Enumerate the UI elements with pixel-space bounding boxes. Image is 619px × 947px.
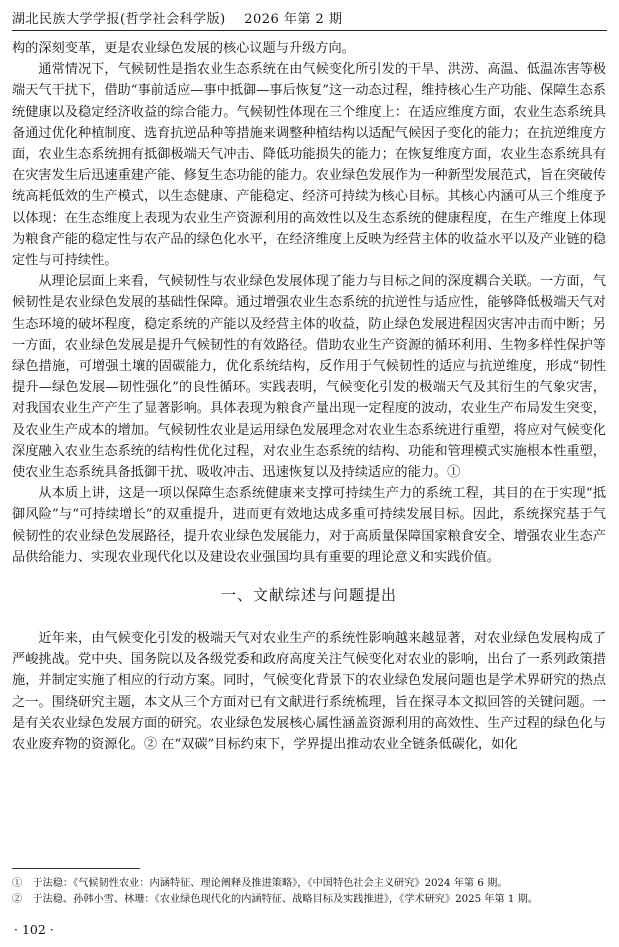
journal-title: 湖北民族大学学报(哲学社会科学版)	[12, 12, 226, 27]
paragraph: 从本质上讲，这是一项以保障生态系统健康来支撑可持续生产力的系统工程，其目的在于实现“抵御风险”与“可持续增长”的双重提升，进而更有效地达成多重可持续发展目标。因此，系统探究基于气候韧性的农业绿色发展路径，提升农业绿色发展能力，对于高质量保障国家粮食安全、增强农业生态产品供给能力、实现农业现代化以及建设农业强国均具有重要的理论意义和实践价值。	[12, 486, 606, 565]
paragraph: 从理论层面上来看，气候韧性与农业绿色发展体现了能力与目标之间的深度耦合关联。一方面，气候韧性是农业绿色发展的基础性保障。通过增强农业生态系统的抗逆性与适应性，能够降低极端天气对生态环境的破坏程度，稳定系统的产能以及经营主体的收益，防止绿色发展进程因灾害冲击而中断；另一方面，农业绿色发展是提升气候韧性的有效路径。借助农业生产资源的循环利用、生物多样性保护等绿色措施，可增强土壤的固碳能力，优化系统结构，反作用于气候韧性的适应与抗逆维度，形成“韧性提升—绿色发展—韧性强化”的良性循环。实践表明，气候变化引发的极端天气及其衍生的气象灾害，对我国农业生产产生了显著影响。具体表现为粮食产量出现一定程度的波动，农业生产布局发生突变，及农业生产成本的增加。气候韧性农业是运用绿色发展理念对农业生态系统进行重塑，将应对气候变化深度融入农业生态系统的结构性优化过程，对农业生态系统的结构、功能和管理模式实施根本性重塑，使农业生态系统具备抵御干扰、吸收冲击、迅速恢复以及持续适应的能力。①	[12, 274, 606, 481]
footnote-divider	[12, 868, 140, 869]
section-heading: 一、文献综述与问题提出	[220, 586, 397, 605]
footnote-1: ① 于法稳：《气候韧性农业：内涵特征、理论阐释及推进策略》，《中国特色社会主义研究》2024 年第 6 期。	[12, 878, 508, 889]
footnote-2: ② 于法稳、孙韩小雪、林珊：《农业绿色现代化的内涵特征、战略目标及实践推进》，《学术研究》2025 年第 1 期。	[12, 894, 539, 905]
article-body	[12, 38, 606, 755]
paragraph: 近年来，由气候变化引发的极端天气对农业生产的系统性影响越来越显著，对农业绿色发展构成了严峻挑战。党中央、国务院以及各级党委和政府高度关注气候变化对农业的影响，出台了一系列政策措施，并制定实施了相应的行动方案。同时，气候变化背景下的农业绿色发展问题也是学术界研究的热点之一。围绕研究主题，本文从三个方面对已有文献进行系统梳理，旨在探寻本文拟回答的关键问题。一是有关农业绿色发展方面的研究。农业绿色发展核心属性涵盖资源利用的高效性、生产过程的绿色化与农业废弃物的资源化。② 在“双碳”目标约束下，学界提出推动农业全链条低碳化，如化	[12, 631, 606, 753]
page-number: · 102 ·	[14, 922, 54, 937]
running-header	[12, 8, 342, 27]
header-divider	[12, 30, 607, 31]
issue-label: 2026 年第 2 期	[244, 12, 343, 27]
paragraph: 通常情况下，气候韧性是指农业生态系统在由气候变化所引发的干旱、洪涝、高温、低温冻害等极端天气干扰下，借助“事前适应—事中抵御—事后恢复”这一动态过程，维持核心生产功能、保障生态系统健康以及稳定经济收益的综合能力。气候韧性体现在三个维度上：在适应维度方面，农业生态系统具备通过优化种植制度、选育抗逆品种等措施来调整种植结构以适配气候因子变化的能力；在抗逆维度方面，农业生态系统拥有抵御极端天气冲击、降低功能损失的能力；在恢复维度方面，农业生态系统具有在灾害发生后迅速重建产能、修复生态功能的能力。农业绿色发展作为一种新型发展范式，旨在突破传统高耗低效的生产模式，以生态健康、产能稳定、经济可持续为核心目标。其核心内涵可从三个维度予以体现：在生态维度上表现为农业生产资源利用的高效性以及生态系统的健康程度，在生产维度上体现为粮食产能的稳定性与农产品的绿色化水平，在经济维度上反映为经营主体的收益水平以及产业链的稳定性与可持续性。	[12, 62, 606, 269]
footnotes	[12, 876, 538, 908]
paragraph-continuation: 构的深刻变革，更是农业绿色发展的核心议题与升级方向。	[12, 41, 355, 56]
